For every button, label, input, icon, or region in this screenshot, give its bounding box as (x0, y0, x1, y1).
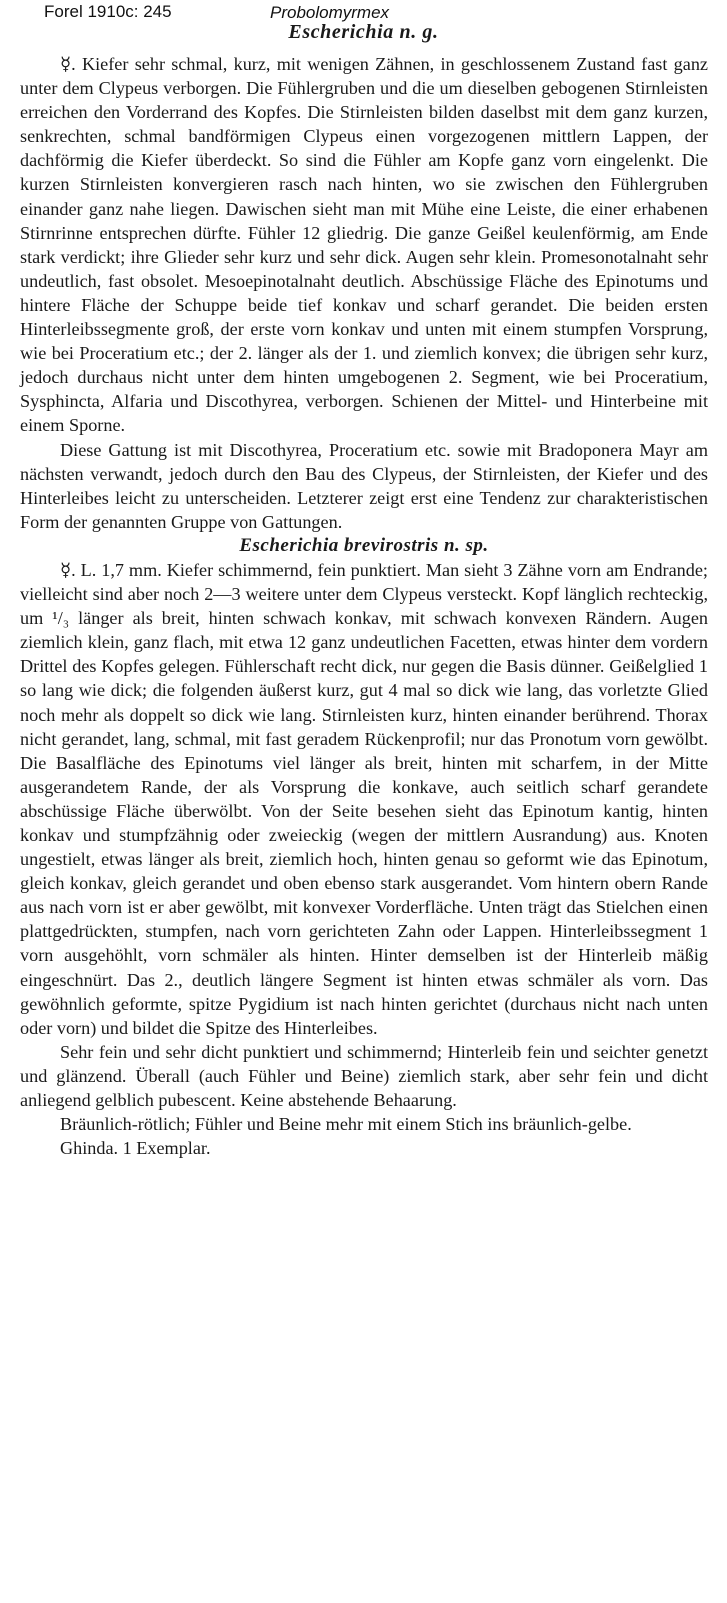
species-description-paragraph: ☿. L. 1,7 mm. Kiefer schimmernd, fein punktiert. Man sieht 3 Zähne vorn am Endrande; vielleicht sind aber noch 2—3 weitere unter dem Clypeus versteckt. Kopf länglich rechteckig, um ¹/₃ länger als breit, hinten schwach konkav, mit schwach konvexen Rändern. Augen ziemlich klein, ganz flach, mit etwa 12 ganz undeutlichen Facetten, etwas hinter dem vordern Drittel des Kopfes gelegen. Fühlerschaft recht dick, nur gegen die Basis dünner. Geißelglied 1 so lang wie dick; die folgenden äußerst kurz, gut 4 mal so dick wie lang, das vorletzte Glied noch mehr als doppelt so dick wie lang. Stirnleisten kurz, hinten einander berührend. Thorax nicht gerandet, lang, schmal, mit fast geradem Rückenprofil; nur das Pronotum vorn gewölbt. Die Basalfläche des Epinotums viel länger als breit, hinten mit scharfem, in der Mitte ausgerandetem Rande, der als Vorsprung die konkave, auch seitlich scharf gerandete abschüssige Fläche überwölbt. Von der Seite besehen sieht das Epinotum kantig, hinten konkav und stumpfzähnig oder zweieckig (wegen der mittlern Ausrandung) aus. Knoten ungestielt, etwas länger als breit, ziemlich hoch, hinten genau so geformt wie das Epinotum, gleich konkav, gleich gerandet und oben ebenso stark ausgerandet. Vom hintern obern Rande aus nach vorn ist er aber gewölbt, mit konvexer Vorderfläche. Unten trägt das Stielchen einen plattgedrückten, stumpfen, nach vorn gerichteten Zahn oder Lappen. Hinterleibssegment 1 vorn ausgehöhlt, vorn schmäler als hinten. Hinter demselben ist der Hinterleib mäßig eingeschnürt. Das 2., deutlich längere Segment ist hinten etwas schmäler als vorn. Das gewöhnlich geformte, spitze Pygidium ist nach hinten gerichtet (durchaus nicht nach unten oder vorn) und bildet die Spitze des Hinterleibes. (20, 559, 708, 1038)
document-body (20, 52, 708, 1160)
genus-label: Probolomyrmex (270, 3, 390, 22)
sculpture-paragraph: Sehr fein und sehr dicht punktiert und schimmernd; Hinterleib fein und seichter genetzt und glänzend. Überall (auch Fühler und Beine) ziemlich stark, aber sehr fein und dicht anliegend gelblich pubescent. Keine abstehende Behaarung. (20, 1041, 708, 1111)
color-paragraph: Bräunlich-rötlich; Fühler und Beine mehr mit einem Stich ins bräunlich-gelbe. (60, 1114, 632, 1135)
genus-description-paragraph: ☿. Kiefer sehr schmal, kurz, mit wenigen Zähnen, in geschlossenem Zustand fast ganz unter dem Clypeus verborgen. Die Fühlergruben und die um dieselben gebogenen Stirnleisten erreichen den Vorderrand des Kopfes. Die Stirnleisten bilden daselbst mit dem ganz kurzen, senkrechten, schmal bandförmigen Clypeus einen vorgezogenen mittlern Lappen, der dachförmig die Kiefer überdeckt. So sind die Fühler am Kopfe ganz vorn eingelenkt. Die kurzen Stirnleisten konvergieren rasch nach hinten, wo sie zwischen den Fühlergruben einander ganz nahe liegen. Dawischen sieht man mit Mühe eine Leiste, die einer erhabenen Stirnrinne entsprechen dürfte. Fühler 12 gliedrig. Die ganze Geißel keulenförmig, am Ende stark verdickt; ihre Glieder sehr kurz und sehr dick. Augen sehr klein. Promesonotalnaht sehr undeutlich, fast obsolet. Mesoepinotalnaht deutlich. Abschüssige Fläche des Epinotums und hintere Fläche der Schuppe beide tief konkav und scharf gerandet. Die beiden ersten Hinterleibssegmente groß, der erste vorn konkav und unten mit einem stumpfen Vorsprung, wie bei Proceratium etc.; der 2. länger als der 1. und ziemlich konvex; die übrigen sehr kurz, jedoch durchaus nicht unter dem hinten umgebogenen 2. Segment, wie bei Proceratium, Sysphincta, Alfaria und Discothyrea, verborgen. Schienen der Mittel- und Hinterbeine mit einem Sporne. (20, 54, 708, 436)
citation-label: Forel 1910c: 245 (44, 2, 172, 21)
genus-title: Escherichia n. g. (288, 21, 439, 43)
genus-relation-paragraph: Diese Gattung ist mit Discothyrea, Proceratium etc. sowie mit Bradoponera Mayr am nächsten verwandt, jedoch durch den Bau des Clypeus, der Stirnleisten, der Kiefer und des Hinterleibes leicht zu unterscheiden. Letzterer zeigt erst eine Tendenz zur charakteristischen Form der genannten Gruppe von Gattungen. (20, 439, 708, 532)
locality-paragraph: Ghinda. 1 Exemplar. (60, 1138, 211, 1159)
species-title: Escherichia brevirostris n. sp. (239, 534, 489, 556)
